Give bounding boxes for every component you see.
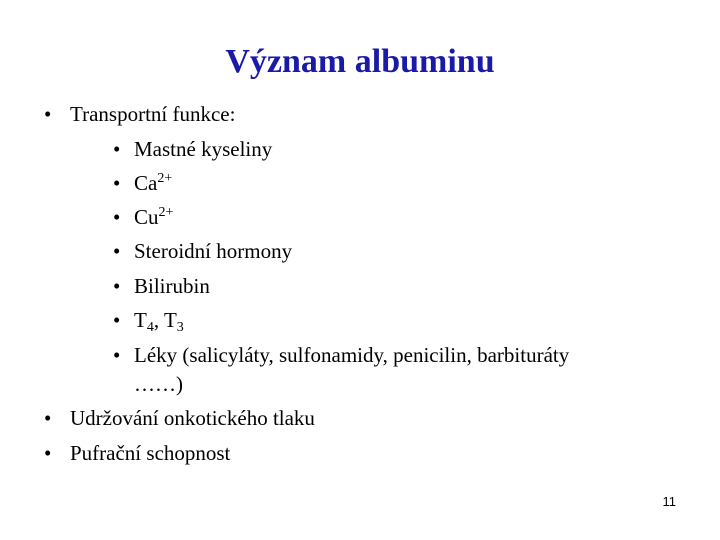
bullet-icon: •: [113, 274, 121, 298]
bullet-icon: •: [44, 441, 52, 465]
bullet-icon: •: [113, 205, 121, 229]
bullet-icon: •: [113, 343, 121, 367]
subitem-thyroid: [134, 307, 184, 333]
slide-title: Význam albuminu: [225, 43, 495, 80]
copper-charge: 2+: [158, 205, 174, 220]
subitem-drugs-continuation: ……): [134, 372, 183, 396]
bullet-icon: •: [44, 102, 52, 126]
item-oncotic-pressure: Udržování onkotického tlaku: [70, 406, 315, 430]
t3-subscript: 3: [176, 320, 184, 335]
t4-symbol: T: [134, 308, 147, 332]
bullet-icon: •: [113, 308, 121, 332]
subitem-copper: [134, 204, 173, 230]
thyroid-separator: ,: [153, 308, 164, 332]
bullet-icon: •: [113, 137, 121, 161]
subitem-calcium: [134, 170, 172, 196]
calcium-symbol: Ca: [134, 171, 158, 195]
subitem-fatty-acids: Mastné kyseliny: [134, 137, 273, 161]
subitem-drugs: Léky (salicyláty, sulfonamidy, penicilin, barbituráty: [134, 343, 570, 367]
t3-symbol: T: [163, 308, 177, 332]
bullet-icon: •: [113, 171, 121, 195]
page-number: 11: [662, 494, 676, 509]
item-buffering: Pufrační schopnost: [70, 441, 231, 465]
calcium-charge: 2+: [157, 171, 173, 186]
copper-symbol: Cu: [134, 205, 159, 229]
item-transport: Transportní funkce:: [70, 102, 236, 126]
t4-subscript: 4: [146, 320, 154, 335]
subitem-bilirubin: Bilirubin: [134, 274, 210, 298]
bullet-icon: •: [44, 406, 52, 430]
bullet-icon: •: [113, 239, 121, 263]
subitem-steroids: Steroidní hormony: [134, 239, 293, 263]
